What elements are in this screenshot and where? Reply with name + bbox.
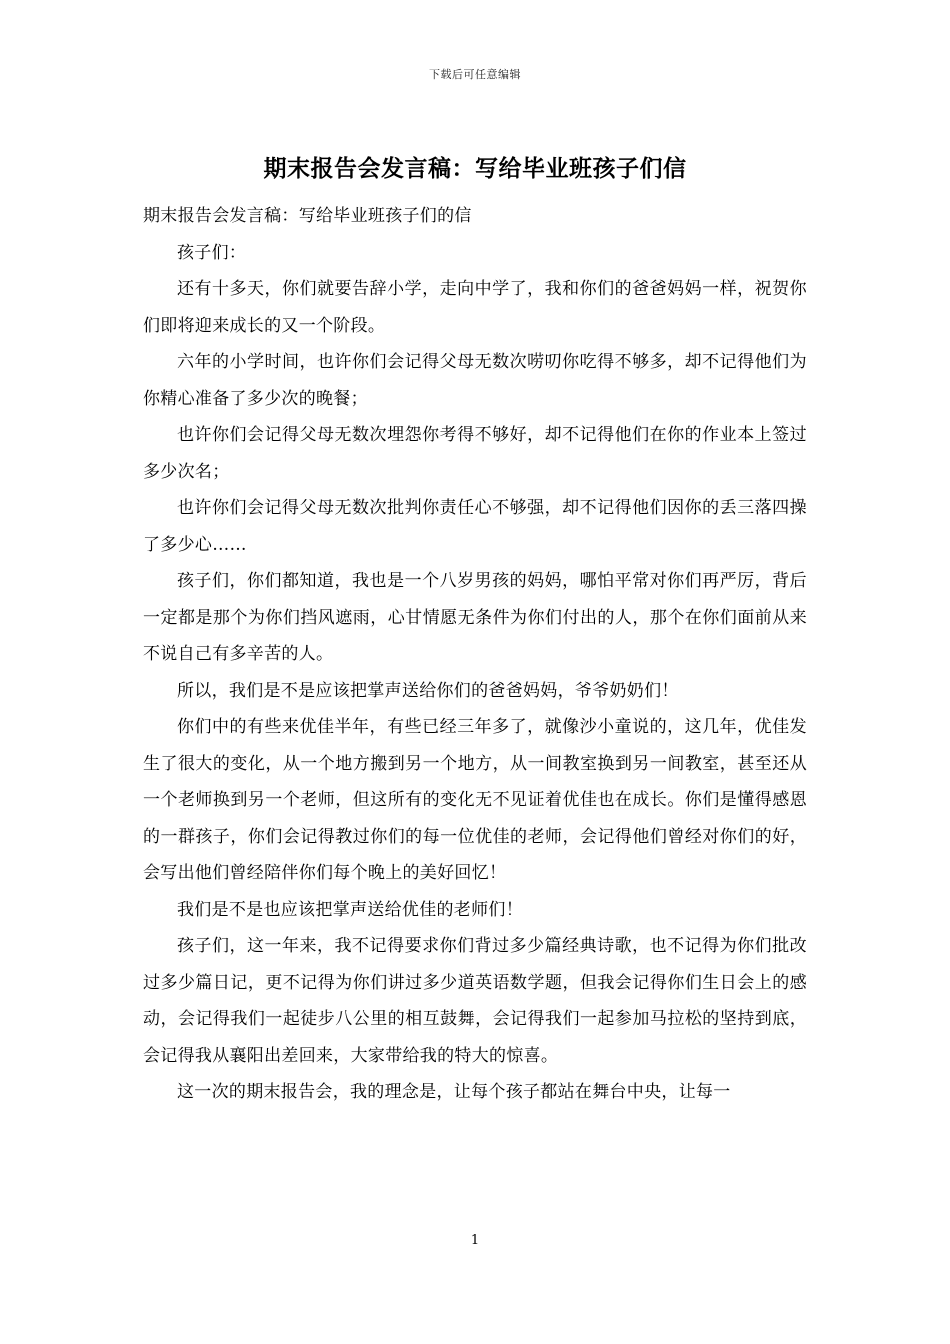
page-header-note: 下载后可任意编辑 bbox=[429, 68, 521, 81]
paragraph: 这一次的期末报告会，我的理念是，让每个孩子都站在舞台中央，让每一 bbox=[177, 1082, 731, 1102]
paragraph: 你们中的有些来优佳半年，有些已经三年多了，就像沙小童说的，这几年，优佳发生了很大的变化，从一个地方搬到另一个地方，从一间教室换到另一间教室，甚至还从一个老师换到另一个老师，但这所有的变化无不见证着优佳也在成长。你们是懂得感恩的一群孩子，你们会记得教过你们的每一位优佳的老师，会记得他们曾经对你们的好，会写出他们曾经陪伴你们每个晚上的美好回忆！ bbox=[143, 717, 807, 883]
paragraph: 孩子们，你们都知道，我也是一个八岁男孩的妈妈，哪怕平常对你们再严厉，背后一定都是那个为你们挡风遮雨，心甘情愿无条件为你们付出的人，那个在你们面前从来不说自己有多辛苦的人。 bbox=[143, 571, 807, 664]
document-title: 期末报告会发言稿：写给毕业班孩子们信 bbox=[263, 155, 687, 182]
document-subtitle: 期末报告会发言稿：写给毕业班孩子们的信 bbox=[143, 206, 472, 226]
document-body bbox=[143, 198, 807, 1111]
paragraph: 还有十多天，你们就要告辞小学，走向中学了，我和你们的爸爸妈妈一样，祝贺你们即将迎来成长的又一个阶段。 bbox=[143, 279, 807, 336]
paragraph: 也许你们会记得父母无数次批判你责任心不够强，却不记得他们因你的丢三落四操了多少心…… bbox=[143, 498, 807, 555]
paragraph: 我们是不是也应该把掌声送给优佳的老师们！ bbox=[177, 899, 523, 920]
paragraph: 孩子们，这一年来，我不记得要求你们背过多少篇经典诗歌，也不记得为你们批改过多少篇日记，更不记得为你们讲过多少道英语数学题，但我会记得你们生日会上的感动，会记得我们一起徒步八公里的相互鼓舞，会记得我们一起参加马拉松的坚持到底，会记得我从襄阳出差回来，大家带给我的特大的惊喜。 bbox=[143, 936, 807, 1066]
page-number: 1 bbox=[470, 1233, 480, 1248]
paragraph: 所以，我们是不是应该把掌声送给你们的爸爸妈妈，爷爷奶奶们！ bbox=[177, 680, 679, 701]
paragraph: 六年的小学时间，也许你们会记得父母无数次唠叨你吃得不够多，却不记得他们为你精心准备了多少次的晚餐； bbox=[143, 352, 807, 409]
paragraph: 也许你们会记得父母无数次埋怨你考得不够好，却不记得他们在你的作业本上签过多少次名； bbox=[143, 425, 807, 482]
paragraph: 孩子们： bbox=[177, 242, 247, 263]
